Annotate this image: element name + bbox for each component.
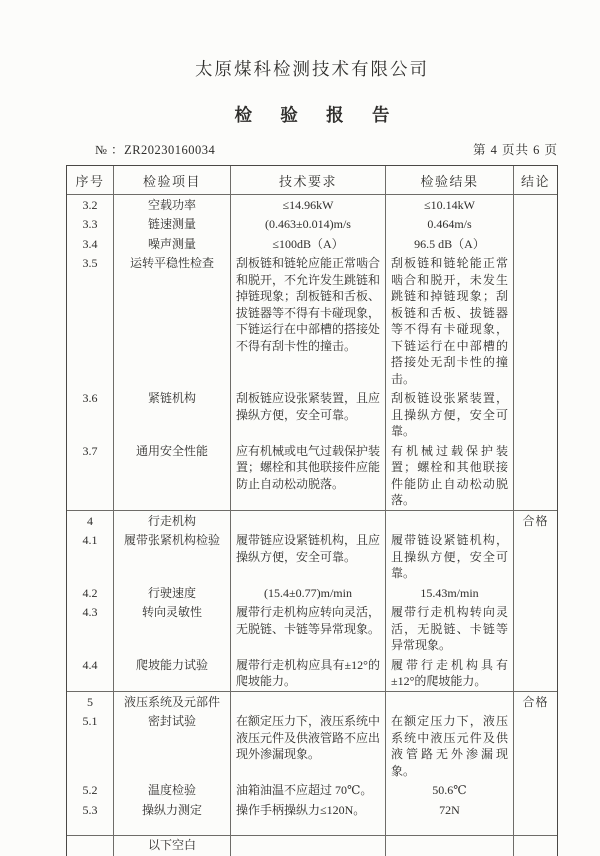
cell-seq: 4.1 <box>67 531 114 584</box>
report-number-value: ZR20230160034 <box>124 143 216 157</box>
cell-seq: 3.4 <box>67 234 114 254</box>
table-section-5 <box>67 691 557 835</box>
cell-result: 0.464m/s <box>386 215 514 235</box>
cell-item: 运转平稳性检查 <box>114 254 231 389</box>
cell-item: 通用安全性能 <box>114 441 231 510</box>
cell-conclusion-empty <box>514 655 557 691</box>
cell-item: 紧链机构 <box>114 389 231 442</box>
cell-result: 刮板链和链轮能正常啮合和脱开，未发生跳链和掉链现象；刮板链和舌板、拔链器等不得有卡碰现象，下链运行在中部槽的搭接处无刮卡性的撞击。 <box>386 254 514 389</box>
cell-spacer <box>114 820 231 835</box>
header-result: 检验结果 <box>386 166 514 194</box>
cell-result: ≤10.14kW <box>386 195 514 215</box>
cell-seq: 4.3 <box>67 603 114 656</box>
cell-seq <box>67 836 114 856</box>
cell-seq: 4 <box>67 511 114 531</box>
cell-item: 爬坡能力试验 <box>114 655 231 691</box>
cell-seq: 5.3 <box>67 800 114 820</box>
cell-item: 行走机构 <box>114 511 231 531</box>
report-number-label: № ： <box>95 143 125 157</box>
cell-result: 刮板链设张紧装置，且操纵方便，安全可靠。 <box>386 389 514 442</box>
cell-conclusion-empty <box>514 583 557 603</box>
cell-seq: 4.4 <box>67 655 114 691</box>
cell-seq: 4.2 <box>67 583 114 603</box>
cell-requirement: ≤14.96kW <box>231 195 386 215</box>
cell-result <box>386 511 514 531</box>
cell-conclusion-empty <box>514 800 557 820</box>
cell-requirement: 刮板链和链轮应能正常啮合和脱开，不允许发生跳链和掉链现象；刮板链和舌板、拔链器等不得有卡碰现象，下链运行在中部槽的搭接处不得有刮卡性的撞击。 <box>231 254 386 389</box>
cell-conclusion-empty <box>514 836 557 856</box>
cell-result: 72N <box>386 800 514 820</box>
cell-item: 空载功率 <box>114 195 231 215</box>
table-section-blank <box>67 835 557 856</box>
cell-requirement <box>231 511 386 531</box>
inspection-table <box>66 165 558 856</box>
cell-result <box>386 836 514 856</box>
cell-item: 转向灵敏性 <box>114 603 231 656</box>
header-item: 检验项目 <box>114 166 231 194</box>
cell-conclusion-empty <box>514 389 557 442</box>
cell-result: 在额定压力下，液压系统中液压元件及供液管路无外渗漏现象。 <box>386 712 514 781</box>
cell-item: 链速测量 <box>114 215 231 235</box>
table-section-3 <box>67 194 557 510</box>
cell-requirement: (15.4±0.77)m/min <box>231 583 386 603</box>
cell-result: 15.43m/min <box>386 583 514 603</box>
cell-item: 温度检验 <box>114 781 231 801</box>
cell-conclusion-empty <box>514 441 557 510</box>
cell-item: 噪声测量 <box>114 234 231 254</box>
cell-conclusion: 合格 <box>522 513 549 528</box>
cell-conclusion: 合格 <box>522 694 549 709</box>
cell-requirement: (0.463±0.014)m/s <box>231 215 386 235</box>
table-section-4 <box>67 510 557 691</box>
cell-requirement: 操作手柄操纵力≤120N。 <box>231 800 386 820</box>
cell-requirement: 在额定压力下，液压系统中液压元件及供液管路不应出现外渗漏现象。 <box>231 712 386 781</box>
cell-requirement <box>231 836 386 856</box>
cell-requirement <box>231 692 386 712</box>
header-seq: 序号 <box>67 166 114 194</box>
cell-spacer <box>514 820 557 835</box>
cell-requirement: 履带行走机构应转向灵活，无脱链、卡链等异常现象。 <box>231 603 386 656</box>
table-header-row <box>67 166 557 194</box>
cell-result: 履带行走机构具有±12°的爬坡能力。 <box>386 655 514 691</box>
cell-requirement: 应有机械或电气过载保护装置；螺栓和其他联接件应能防止自动松动脱落。 <box>231 441 386 510</box>
cell-seq: 5 <box>67 692 114 712</box>
cell-seq: 3.3 <box>67 215 114 235</box>
cell-item: 液压系统及元部件 <box>114 692 231 712</box>
cell-seq: 5.2 <box>67 781 114 801</box>
header-requirement: 技术要求 <box>231 166 386 194</box>
cell-result <box>386 692 514 712</box>
cell-requirement: 油箱油温不应超过 70℃。 <box>231 781 386 801</box>
cell-spacer <box>386 820 514 835</box>
header-conclusion: 结论 <box>520 174 550 189</box>
cell-conclusion-empty <box>514 254 557 389</box>
cell-result: 履带链设紧链机构，且操纵方便，安全可靠。 <box>386 531 514 584</box>
page-indicator: 第 4 页共 6 页 <box>472 143 558 157</box>
cell-result: 履带行走机构转向灵活，无脱链、卡链等异常现象。 <box>386 603 514 656</box>
cell-seq: 5.1 <box>67 712 114 781</box>
cell-seq: 3.7 <box>67 441 114 510</box>
cell-conclusion-empty <box>514 215 557 235</box>
report-number <box>66 140 215 158</box>
cell-item: 操纵力测定 <box>114 800 231 820</box>
cell-result: 有机械过载保护装置；螺栓和其他联接件能防止自动松动脱落。 <box>386 441 514 510</box>
cell-spacer <box>231 820 386 835</box>
cell-conclusion-empty <box>514 712 557 781</box>
cell-result: 50.6℃ <box>386 781 514 801</box>
cell-item: 履带张紧机构检验 <box>114 531 231 584</box>
cell-requirement: 履带链应设紧链机构，且应操纵方便，安全可靠。 <box>231 531 386 584</box>
cell-requirement: 履带行走机构应具有±12°的爬坡能力。 <box>231 655 386 691</box>
cell-spacer <box>67 820 114 835</box>
cell-conclusion-empty <box>514 603 557 656</box>
cell-requirement: 刮板链应设张紧装置，且应操纵方便，安全可靠。 <box>231 389 386 442</box>
cell-item: 密封试验 <box>114 712 231 781</box>
cell-seq: 3.5 <box>67 254 114 389</box>
cell-item: 行驶速度 <box>114 583 231 603</box>
cell-conclusion-empty <box>514 531 557 584</box>
cell-seq: 3.6 <box>67 389 114 442</box>
cell-result: 96.5 dB（A） <box>386 234 514 254</box>
cell-item: 以下空白 <box>114 836 231 856</box>
report-title: 检 验 报 告 <box>234 105 402 125</box>
cell-seq: 3.2 <box>67 195 114 215</box>
cell-conclusion <box>514 195 557 215</box>
company-name: 太原煤科检测技术有限公司 <box>195 59 429 79</box>
cell-conclusion-empty <box>514 781 557 801</box>
cell-requirement: ≤100dB（A） <box>231 234 386 254</box>
cell-conclusion-empty <box>514 234 557 254</box>
meta-row <box>66 140 558 158</box>
